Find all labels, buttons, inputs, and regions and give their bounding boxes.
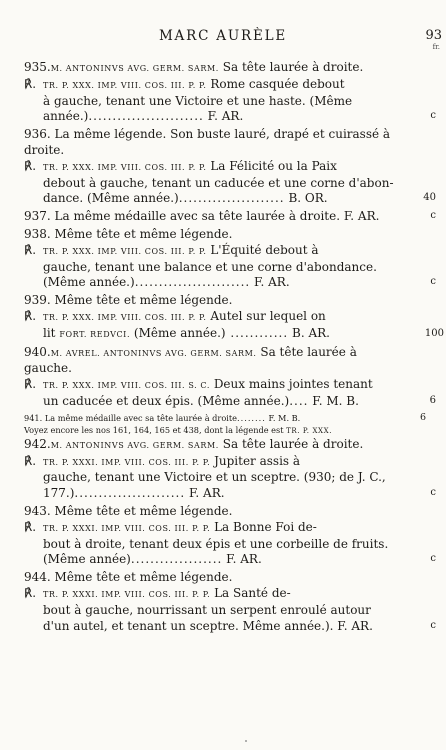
text-line <box>24 94 414 110</box>
text-line <box>24 159 414 176</box>
description-text: La Félicité ou la Paix <box>206 158 337 173</box>
entry-number: 938. <box>24 226 51 241</box>
catalogue-entry <box>24 209 436 225</box>
text-line <box>24 275 414 291</box>
leader-dots: .... <box>289 393 309 408</box>
leader-dots: ....................... <box>74 486 186 501</box>
reverse-mark: ℟. <box>24 377 37 392</box>
price-value: c <box>430 619 436 631</box>
text-line <box>24 570 414 586</box>
text-line <box>24 243 414 260</box>
coin-legend: M. ANTONINVS AVG. GERM. SARM. <box>50 440 219 450</box>
description-text: Même tête et même légende. <box>50 503 233 518</box>
small-note-line <box>24 424 414 437</box>
coin-legend: FORT. REDVCI. <box>59 329 131 339</box>
description-text: bout à droite, tenant deux épis et une corbeille de fruits. <box>43 536 389 551</box>
coin-legend: TR. P. XXX. IMP. VIII. COS. III. S. C. <box>43 381 210 391</box>
obverse-description <box>24 127 414 159</box>
price-value: c <box>430 553 436 565</box>
running-title: MARC AURÈLE <box>158 28 288 44</box>
description-text: lit <box>43 325 60 340</box>
obverse-description <box>24 227 414 243</box>
note-text: 941. La même médaille avec sa tête laurée à droite <box>24 412 238 423</box>
metal-grade: F. AR. <box>203 109 244 124</box>
entry-number: 936. <box>24 127 51 142</box>
reverse-mark: ℟. <box>24 308 37 323</box>
coin-legend: TR. P. XXX. <box>286 426 333 435</box>
text-line <box>24 520 414 537</box>
entry-group-2 <box>24 436 436 635</box>
description-text: dance. (Même année.) <box>43 191 179 206</box>
text-line <box>24 470 414 486</box>
description-text: gauche. <box>24 361 72 376</box>
text-line <box>24 326 414 343</box>
description-text: La Santé de- <box>210 585 291 600</box>
text-line <box>24 60 414 77</box>
coin-legend: TR. P. XXX. IMP. VIII. COS. III. P. P. <box>43 312 207 322</box>
description-text: (Même année.) <box>130 325 226 340</box>
text-line <box>24 191 414 207</box>
description-text: gauche, tenant une Victoire et un sceptre. (930; de J. C., <box>43 470 386 485</box>
text-line <box>24 454 414 471</box>
reverse-mark: ℟. <box>24 76 37 91</box>
small-note-line <box>24 411 426 424</box>
metal-grade: B. OR. <box>284 191 328 206</box>
catalogue-entry <box>24 127 436 207</box>
description-text: La Bonne Foi de- <box>210 519 317 534</box>
page-marker: fr. <box>432 43 440 51</box>
coin-legend: TR. P. XXX. IMP. VIII. COS. III. P. P. <box>43 80 207 90</box>
description-text: bout à gauche, nourrissant un serpent enroulé autour <box>43 602 371 617</box>
catalogue-entry <box>24 436 436 502</box>
price-value: c <box>430 210 436 222</box>
metal-grade: F. M. B. <box>265 412 301 423</box>
leader-dots: ...................... <box>178 191 285 206</box>
description-text: à gauche, tenant une Victoire et une haste. (Même <box>43 93 353 108</box>
obverse-description <box>24 437 414 454</box>
reverse-description <box>24 377 414 410</box>
coin-legend: TR. P. XXXI. IMP. VIII. COS. III. P. P. <box>43 589 211 599</box>
leader-dots: ................... <box>130 552 223 567</box>
text-line <box>24 260 414 276</box>
entry-number: 935. <box>24 60 51 74</box>
metal-grade: F. AR. <box>333 618 373 633</box>
description-text: Même tête et même légende. <box>50 293 233 308</box>
description-text: Même tête et même légende. <box>50 226 233 241</box>
leader-dots: ........................ <box>88 109 204 124</box>
text-line <box>24 293 414 309</box>
description-text: Jupiter assis à <box>210 453 301 468</box>
text-line <box>24 345 414 362</box>
price-value: c <box>430 487 436 499</box>
coin-legend: M. AVREL. ANTONINVS AVG. GERM. SARM. <box>50 348 257 358</box>
obverse-description <box>24 60 414 77</box>
text-line <box>24 109 414 125</box>
small-print-notes <box>24 411 426 437</box>
description-text: d'un autel, et tenant un sceptre. Même année.). <box>43 618 334 633</box>
description-text: La même médaille avec sa tête laurée à droite. <box>50 209 341 224</box>
price-value: c <box>430 276 436 288</box>
description-text: L'Équité debout à <box>206 242 319 257</box>
description-text: (Même année.) <box>43 275 135 290</box>
catalogue-entry <box>24 570 436 634</box>
text-line <box>24 143 414 159</box>
coin-legend: TR. P. XXXI. IMP. VIII. COS. III. P. P. <box>43 457 211 467</box>
entry-number: 937. <box>24 209 51 224</box>
entry-number: 939. <box>24 293 51 308</box>
text-line <box>24 127 414 143</box>
entry-group-1 <box>24 60 444 410</box>
entry-number: 943. <box>24 503 51 518</box>
description-text: Rome casquée debout <box>206 76 345 91</box>
catalogue-entry <box>24 226 436 291</box>
reverse-description <box>24 586 414 634</box>
catalogue-entry <box>24 60 436 125</box>
description-text: Sa tête laurée à droite. <box>218 60 364 74</box>
text-line <box>24 504 414 520</box>
metal-grade: F. AR. <box>250 275 290 290</box>
reverse-description <box>24 159 414 207</box>
reverse-mark: ℟. <box>24 453 37 468</box>
metal-grade: F. AR. <box>222 552 262 567</box>
entry-number: 940. <box>24 344 51 359</box>
obverse-description <box>24 504 414 520</box>
obverse-description <box>24 570 414 586</box>
description-text: un caducée et deux épis. (Même année.) <box>43 393 290 408</box>
coin-legend: TR. P. XXX. IMP. VIII. COS. III. P. P. <box>43 246 207 256</box>
leader-dots: ........................ <box>134 275 251 290</box>
leader-dots: ............ <box>225 325 289 340</box>
metal-grade: F. M. B. <box>308 393 359 408</box>
text-line <box>24 552 414 568</box>
obverse-description <box>24 293 414 309</box>
price-value: 6 <box>429 394 436 406</box>
description-text: droite. <box>24 142 65 157</box>
catalogue-body <box>24 60 444 636</box>
description-text: Même tête et même légende. <box>50 570 233 585</box>
description-text: 177.) <box>43 486 75 501</box>
price-value: 6 <box>419 411 426 423</box>
metal-grade: F. AR. <box>340 209 380 224</box>
text-line <box>24 227 414 243</box>
description-text: debout à gauche, tenant un caducée et une corne d'abon- <box>43 175 394 190</box>
text-line <box>24 603 414 619</box>
text-line <box>24 394 414 410</box>
description-text: Sa tête laurée à <box>256 344 357 359</box>
description-text: gauche, tenant une balance et une corne d'abondance. <box>43 259 377 274</box>
price-value: 40 <box>423 192 436 204</box>
description-text: Autel sur lequel on <box>206 308 326 323</box>
reverse-mark: ℟. <box>24 519 37 534</box>
page-number: 93 <box>425 28 442 43</box>
reverse-description <box>24 309 414 343</box>
text-line <box>24 77 414 94</box>
obverse-description <box>24 209 414 225</box>
catalogue-entry <box>24 344 436 410</box>
coin-legend: TR. P. XXXI. IMP. VIII. COS. III. P. P. <box>43 523 211 533</box>
description-text: Sa tête laurée à droite. <box>218 436 364 451</box>
obverse-description <box>24 345 414 378</box>
metal-grade: B. AR. <box>288 325 330 340</box>
reverse-description <box>24 454 414 502</box>
text-line <box>24 176 414 192</box>
printer-dot <box>245 740 247 742</box>
reverse-mark: ℟. <box>24 158 37 173</box>
reverse-mark: ℟. <box>24 585 37 600</box>
entry-number: 944. <box>24 570 51 585</box>
reverse-description <box>24 243 414 291</box>
price-value: c <box>430 110 436 122</box>
text-line <box>24 437 414 454</box>
text-line <box>24 361 414 377</box>
catalogue-entry <box>24 293 444 342</box>
text-line <box>24 309 414 326</box>
text-line <box>24 537 414 553</box>
reverse-mark: ℟. <box>24 242 37 257</box>
text-line <box>24 486 414 502</box>
entry-number: 942. <box>24 436 51 451</box>
description-text: année.) <box>43 109 89 124</box>
text-line <box>24 586 414 603</box>
note-text: Voyez encore les nos 161, 164, 165 et 438, dont la légende est <box>24 424 287 435</box>
metal-grade: F. AR. <box>185 486 225 501</box>
coin-legend: TR. P. XXX. IMP. VIII. COS. III. P. P. <box>43 162 207 172</box>
text-line <box>24 619 414 635</box>
description-text: Deux mains jointes tenant <box>210 377 373 392</box>
text-line <box>24 209 414 225</box>
text-line <box>24 377 414 394</box>
reverse-description <box>24 77 414 125</box>
price-value: 100 <box>424 327 444 339</box>
catalogue-entry <box>24 503 436 568</box>
coin-legend: M. ANTONINVS AVG. GERM. SARM. <box>50 64 219 73</box>
page-header <box>0 28 446 51</box>
description-text: La même légende. Son buste lauré, drapé et cuirassé à <box>50 127 391 142</box>
reverse-description <box>24 520 414 568</box>
description-text: (Même année) <box>43 552 131 567</box>
leader-dots: ........ <box>237 412 266 423</box>
